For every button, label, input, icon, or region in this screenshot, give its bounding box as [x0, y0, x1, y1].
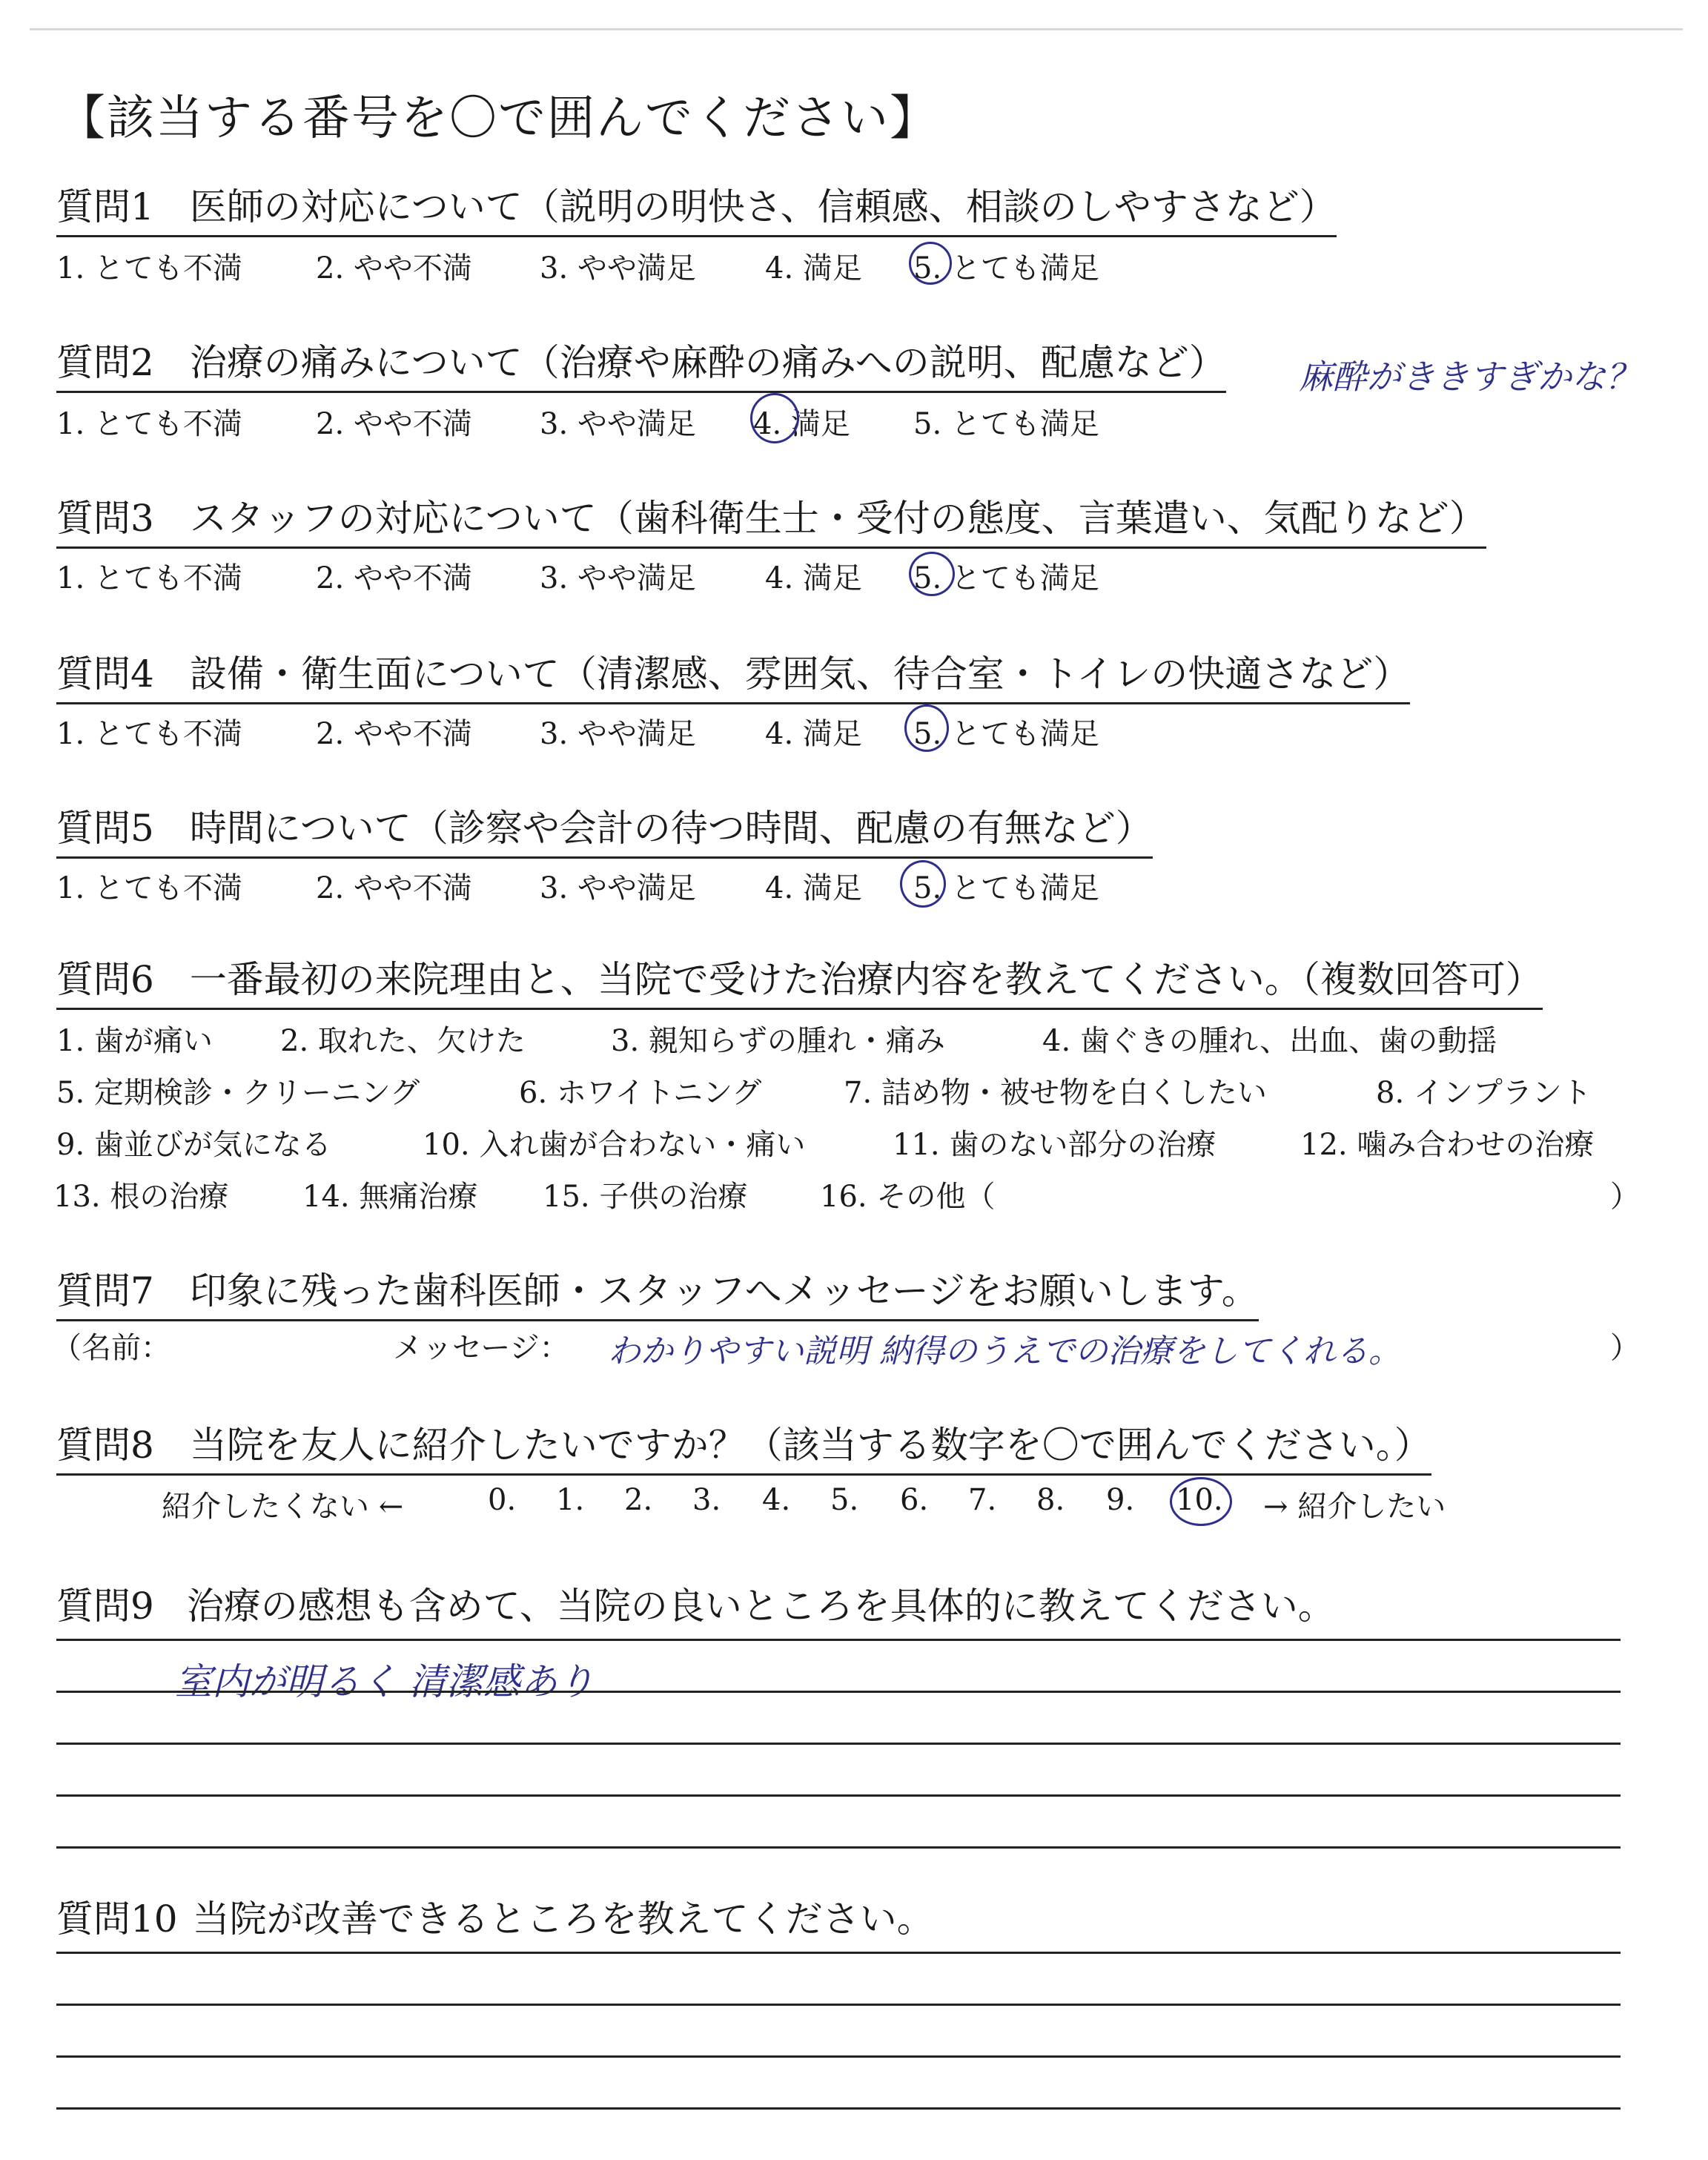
option-3[interactable]: 3. やや満足 — [540, 407, 696, 441]
option-4[interactable]: 4. 満足 — [765, 561, 862, 595]
answer-line — [56, 1743, 1621, 1745]
scale-10[interactable]: 10. — [1176, 1483, 1223, 1517]
question-number: 質問1 — [56, 185, 154, 228]
scale-8[interactable]: 8. — [1036, 1483, 1065, 1517]
reason-16[interactable]: 16. その他（ — [820, 1180, 996, 1214]
question-text: 治療の感想も含めて、当院の良いところを具体的に教えてください。 — [186, 1585, 1335, 1628]
name-label: （名前： — [52, 1331, 171, 1365]
answer-line — [56, 1846, 1621, 1849]
option-5[interactable]: 5. とても満足 — [913, 871, 1099, 905]
reason-10[interactable]: 10. 入れ歯が合わない・痛い — [423, 1128, 806, 1162]
q9-answer-handwritten: 室内が明るく 清潔感あり — [175, 1660, 595, 1703]
reason-14[interactable]: 14. 無痛治療 — [302, 1180, 478, 1214]
q8-selected-circle — [1170, 1477, 1232, 1526]
reason-4[interactable]: 4. 歯ぐきの腫れ、出血、歯の動揺 — [1042, 1024, 1497, 1058]
option-4[interactable]: 4. 満足 — [765, 871, 862, 905]
answer-line — [56, 1691, 1621, 1693]
option-1[interactable]: 1. とても不満 — [56, 717, 242, 751]
scale-6[interactable]: 6. — [900, 1483, 929, 1517]
other-close-paren: ） — [1610, 1180, 1640, 1214]
question-number: 質問9 — [56, 1585, 154, 1628]
scale-9[interactable]: 9. — [1106, 1483, 1135, 1517]
answer-line — [56, 1794, 1621, 1797]
question-number: 質問7 — [56, 1269, 154, 1312]
question-text: 当院が改善できるところを教えてください。 — [192, 1898, 934, 1941]
question-text: 印象に残った歯科医師・スタッフへメッセージをお願いします。 — [189, 1269, 1259, 1312]
question-number: 質問3 — [56, 497, 154, 540]
scale-3[interactable]: 3. — [692, 1483, 721, 1517]
question-6 — [56, 957, 1543, 1010]
question-number: 質問2 — [56, 341, 154, 384]
option-2[interactable]: 2. やや不満 — [316, 251, 472, 285]
not-recommend-label: 紹介したくない ← — [162, 1490, 404, 1524]
reason-5[interactable]: 5. 定期検診・クリーニング — [56, 1076, 420, 1110]
option-2[interactable]: 2. やや不満 — [316, 561, 472, 595]
message-handwritten: わかりやすい説明 納得のうえでの治療をしてくれる。 — [608, 1332, 1401, 1370]
option-4[interactable]: 4. 満足 — [765, 717, 862, 751]
reason-6[interactable]: 6. ホワイトニング — [519, 1076, 762, 1110]
option-5[interactable]: 5. とても満足 — [913, 407, 1099, 441]
option-3[interactable]: 3. やや満足 — [540, 251, 696, 285]
scale-7[interactable]: 7. — [968, 1483, 997, 1517]
reason-9[interactable]: 9. 歯並びが気になる — [56, 1128, 331, 1162]
question-text: 治療の痛みについて（治療や麻酔の痛みへの説明、配慮など） — [189, 341, 1226, 384]
answer-line — [56, 2107, 1621, 2110]
question-2 — [56, 340, 1226, 393]
question-number: 質問4 — [56, 653, 154, 696]
question-text: スタッフの対応について（歯科衛生士・受付の態度、言葉遣い、気配りなど） — [189, 497, 1486, 540]
reason-11[interactable]: 11. 歯のない部分の治療 — [893, 1128, 1217, 1162]
option-3[interactable]: 3. やや満足 — [540, 561, 696, 595]
answer-line — [56, 1639, 1621, 1641]
message-label: メッセージ： — [393, 1331, 569, 1365]
question-8 — [56, 1422, 1431, 1476]
reason-2[interactable]: 2. 取れた、欠けた — [280, 1024, 526, 1058]
option-5[interactable]: 5. とても満足 — [913, 717, 1099, 751]
question-1 — [56, 184, 1337, 237]
reason-15[interactable]: 15. 子供の治療 — [543, 1180, 748, 1214]
question-9 — [56, 1576, 1335, 1630]
option-1[interactable]: 1. とても不満 — [56, 561, 242, 595]
q2-selected-circle — [750, 393, 799, 443]
recommend-label: → 紹介したい — [1263, 1490, 1446, 1524]
question-number: 質問8 — [56, 1424, 154, 1467]
scale-4[interactable]: 4. — [762, 1483, 791, 1517]
option-5[interactable]: 5. とても満足 — [913, 561, 1099, 595]
option-2[interactable]: 2. やや不満 — [316, 407, 472, 441]
question-4 — [56, 651, 1410, 704]
message-close-paren: ） — [1610, 1331, 1640, 1365]
answer-line — [56, 2004, 1621, 2006]
scale-1[interactable]: 1. — [556, 1483, 585, 1517]
option-1[interactable]: 1. とても不満 — [56, 407, 242, 441]
question-number: 質問5 — [56, 807, 154, 850]
question-3 — [56, 495, 1486, 549]
question-text: 時間について（診察や会計の待つ時間、配慮の有無など） — [189, 807, 1153, 850]
reason-1[interactable]: 1. 歯が痛い — [56, 1024, 213, 1058]
reason-8[interactable]: 8. インプラント — [1376, 1076, 1592, 1110]
option-1[interactable]: 1. とても不満 — [56, 871, 242, 905]
question-7 — [56, 1268, 1259, 1321]
option-5[interactable]: 5. とても満足 — [913, 251, 1099, 285]
reason-7[interactable]: 7. 詰め物・被せ物を白くしたい — [844, 1076, 1267, 1110]
q1-selected-circle — [909, 242, 952, 285]
page-top-rule — [30, 28, 1683, 30]
question-10 — [56, 1889, 934, 1943]
reason-3[interactable]: 3. 親知らずの腫れ・痛み — [611, 1024, 945, 1058]
question-text: 当院を友人に紹介したいですか？（該当する数字を〇で囲んでください。） — [189, 1424, 1431, 1467]
option-3[interactable]: 3. やや満足 — [540, 871, 696, 905]
scale-5[interactable]: 5. — [830, 1483, 859, 1517]
scale-0[interactable]: 0. — [488, 1483, 517, 1517]
question-text: 医師の対応について（説明の明快さ、信頼感、相談のしやすさなど） — [189, 185, 1337, 228]
question-text: 一番最初の来院理由と、当院で受けた治療内容を教えてください。（複数回答可） — [189, 958, 1543, 1001]
reason-12[interactable]: 12. 噛み合わせの治療 — [1300, 1128, 1595, 1162]
option-2[interactable]: 2. やや不満 — [316, 871, 472, 905]
option-4[interactable]: 4. 満足 — [753, 407, 850, 441]
form-heading: 【該当する番号を〇で囲んでください】 — [58, 91, 939, 146]
q4-selected-circle — [904, 704, 949, 752]
answer-line — [56, 2055, 1621, 2058]
question-number: 質問10 — [56, 1898, 178, 1941]
scale-2[interactable]: 2. — [624, 1483, 653, 1517]
answer-line — [56, 1952, 1621, 1954]
question-number: 質問6 — [56, 958, 154, 1001]
question-text: 設備・衛生面について（清潔感、雰囲気、待合室・トイレの快適さなど） — [189, 653, 1411, 696]
q3-selected-circle — [909, 552, 955, 596]
option-3[interactable]: 3. やや満足 — [540, 717, 696, 751]
option-4[interactable]: 4. 満足 — [765, 251, 862, 285]
question-5 — [56, 805, 1153, 859]
q5-selected-circle — [900, 860, 946, 908]
q2-handwritten-note: 麻酔がききすぎかな？ — [1299, 357, 1640, 397]
reason-13[interactable]: 13. 根の治療 — [53, 1180, 229, 1214]
option-2[interactable]: 2. やや不満 — [316, 717, 472, 751]
option-1[interactable]: 1. とても不満 — [56, 251, 242, 285]
